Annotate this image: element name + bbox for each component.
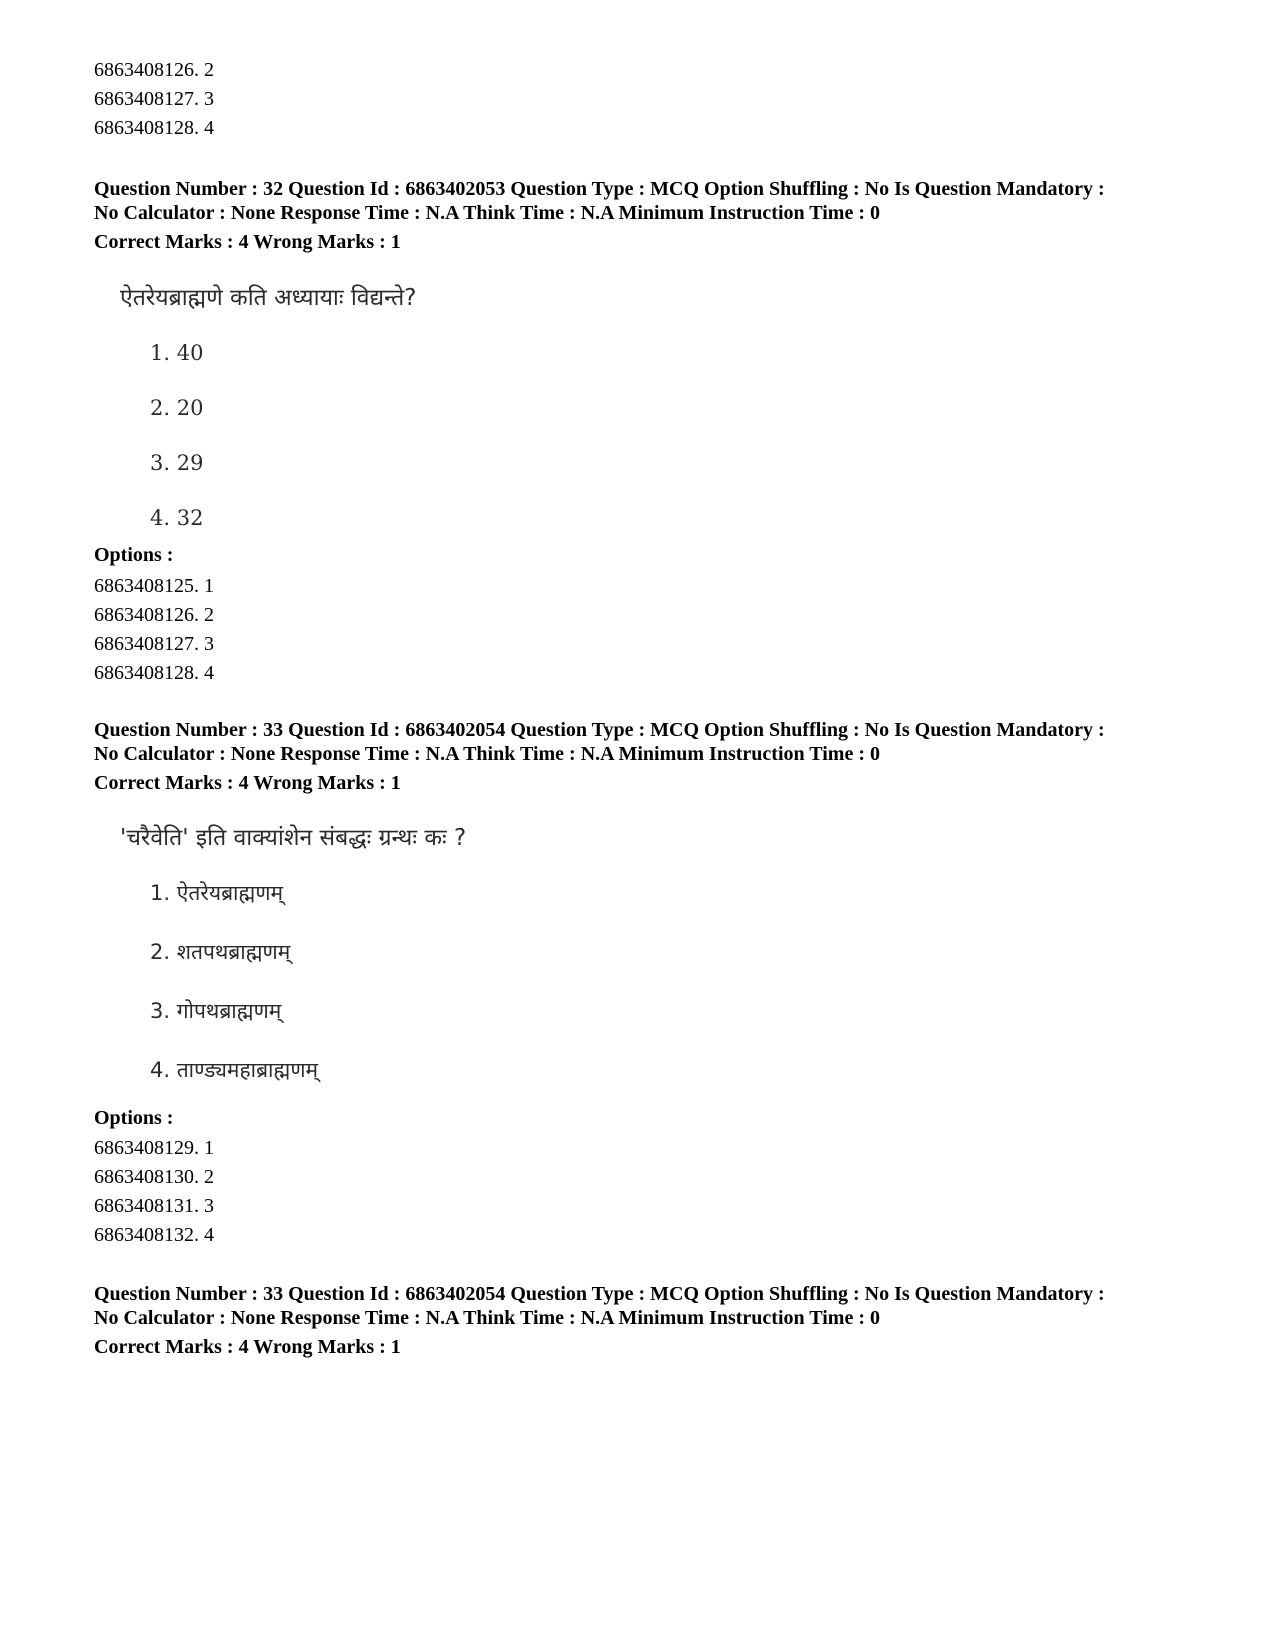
question-meta-line-1: Question Number : 33 Question Id : 6863402054 Question Type : MCQ Option Shuffling : No Is Question Mandatory : [94, 1283, 1105, 1305]
option-line: 6863408132. 4 [94, 1224, 214, 1246]
answer-choice-3: 3. गोपथब्राह्मणम् [150, 999, 282, 1023]
question-meta-line-2: No Calculator : None Response Time : N.A Think Time : N.A Minimum Instruction Time : 0 [94, 202, 880, 224]
option-line: 6863408127. 3 [94, 633, 214, 655]
question-32-body [120, 282, 416, 558]
question-meta-line-2: No Calculator : None Response Time : N.A Think Time : N.A Minimum Instruction Time : 0 [94, 1307, 880, 1329]
answer-choice-2: 2. शतपथब्राह्मणम् [150, 940, 291, 964]
question-32-options-list [94, 572, 214, 688]
options-label: Options : [94, 1107, 174, 1129]
question-text: 'चरैवेति' इति वाक्यांशेन संबद्धः ग्रन्थः कः ? [120, 825, 467, 851]
question-33-options-list [94, 1134, 214, 1250]
options-label: Options : [94, 544, 174, 566]
option-line: 6863408126. 2 [94, 59, 214, 81]
question-meta-line-1: Question Number : 32 Question Id : 6863402053 Question Type : MCQ Option Shuffling : No Is Question Mandatory : [94, 178, 1105, 200]
option-line: 6863408127. 3 [94, 88, 214, 110]
question-32-header [94, 177, 1105, 254]
answer-choice-2: 2. 20 [150, 396, 204, 420]
option-line: 6863408129. 1 [94, 1137, 214, 1159]
question-meta-line-1: Question Number : 33 Question Id : 6863402054 Question Type : MCQ Option Shuffling : No Is Question Mandatory : [94, 719, 1105, 741]
option-line: 6863408131. 3 [94, 1195, 214, 1217]
question-33-body [120, 822, 466, 1114]
question-33-repeat-header [94, 1282, 1105, 1359]
question-marks: Correct Marks : 4 Wrong Marks : 1 [94, 772, 401, 794]
answer-choice-1: 1. ऐतरेयब्राह्मणम् [150, 881, 284, 905]
question-marks: Correct Marks : 4 Wrong Marks : 1 [94, 231, 401, 253]
question-33-header [94, 718, 1105, 795]
option-line: 6863408128. 4 [94, 662, 214, 684]
previous-options-list [94, 56, 214, 143]
question-marks: Correct Marks : 4 Wrong Marks : 1 [94, 1336, 401, 1358]
answer-choice-4: 4. ताण्ड्यमहाब्राह्मणम् [150, 1058, 319, 1082]
answer-choice-1: 1. 40 [150, 341, 204, 365]
option-line: 6863408128. 4 [94, 117, 214, 139]
question-meta-line-2: No Calculator : None Response Time : N.A Think Time : N.A Minimum Instruction Time : 0 [94, 743, 880, 765]
answer-choice-3: 3. 29 [150, 451, 204, 475]
option-line: 6863408126. 2 [94, 604, 214, 626]
answer-choice-4: 4. 32 [150, 506, 204, 530]
option-line: 6863408130. 2 [94, 1166, 214, 1188]
question-text: ऐतरेयब्राह्मणे कति अध्यायाः विद्यन्ते? [120, 285, 417, 311]
option-line: 6863408125. 1 [94, 575, 214, 597]
